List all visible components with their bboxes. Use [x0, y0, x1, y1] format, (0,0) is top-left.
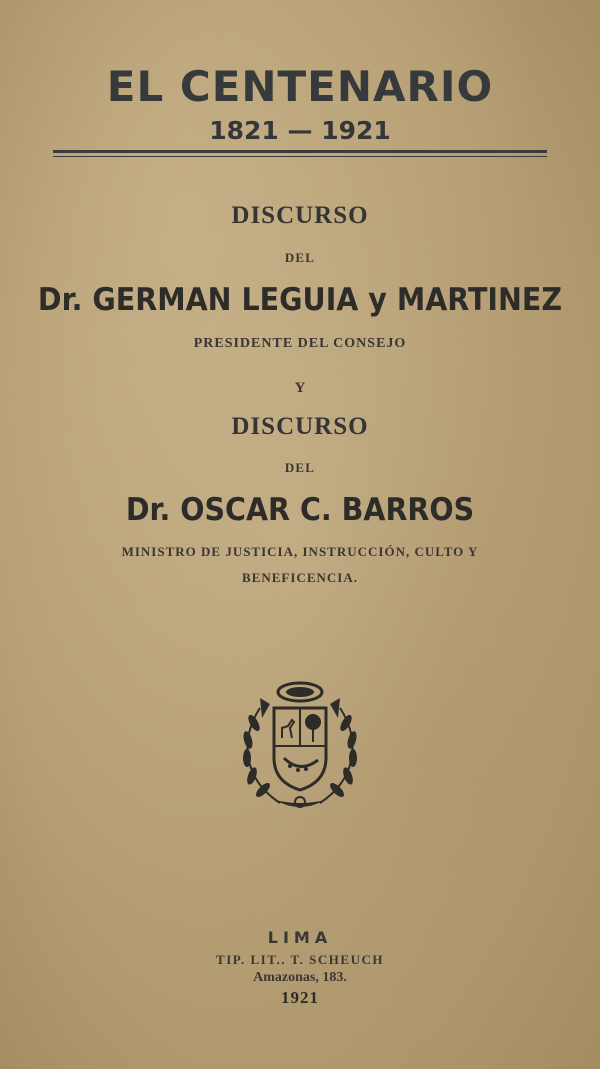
title-divider: [53, 150, 547, 157]
speech1-connector: DEL: [284, 250, 316, 265]
imprint-year: 1921: [281, 988, 319, 1007]
speech2-connector: DEL: [284, 460, 316, 475]
speech2-heading: DISCURSO: [231, 413, 369, 440]
speech2-speaker: Dr. OSCAR C. BARROS: [125, 492, 475, 528]
speech1-heading: DISCURSO: [231, 202, 369, 229]
imprint-city: LIMA: [267, 928, 333, 947]
speech2-office-line1: MINISTRO DE JUSTICIA, INSTRUCCIÓN, CULTO Y: [121, 544, 479, 559]
cover-title: EL CENTENARIO: [106, 62, 494, 111]
speech1-office: PRESIDENTE DEL CONSEJO: [193, 336, 407, 351]
imprint-address: Amazonas, 183.: [253, 970, 347, 985]
speech2-office-line2: BENEFICENCIA.: [242, 570, 358, 585]
conjunction: Y: [294, 380, 306, 396]
imprint-printer: TIP. LIT.. T. SCHEUCH: [216, 952, 384, 967]
peru-coat-of-arms-icon: [230, 678, 370, 814]
speech1-speaker: Dr. GERMAN LEGUIA y MARTINEZ: [37, 282, 563, 318]
cover-years: 1821 — 1921: [209, 116, 391, 145]
